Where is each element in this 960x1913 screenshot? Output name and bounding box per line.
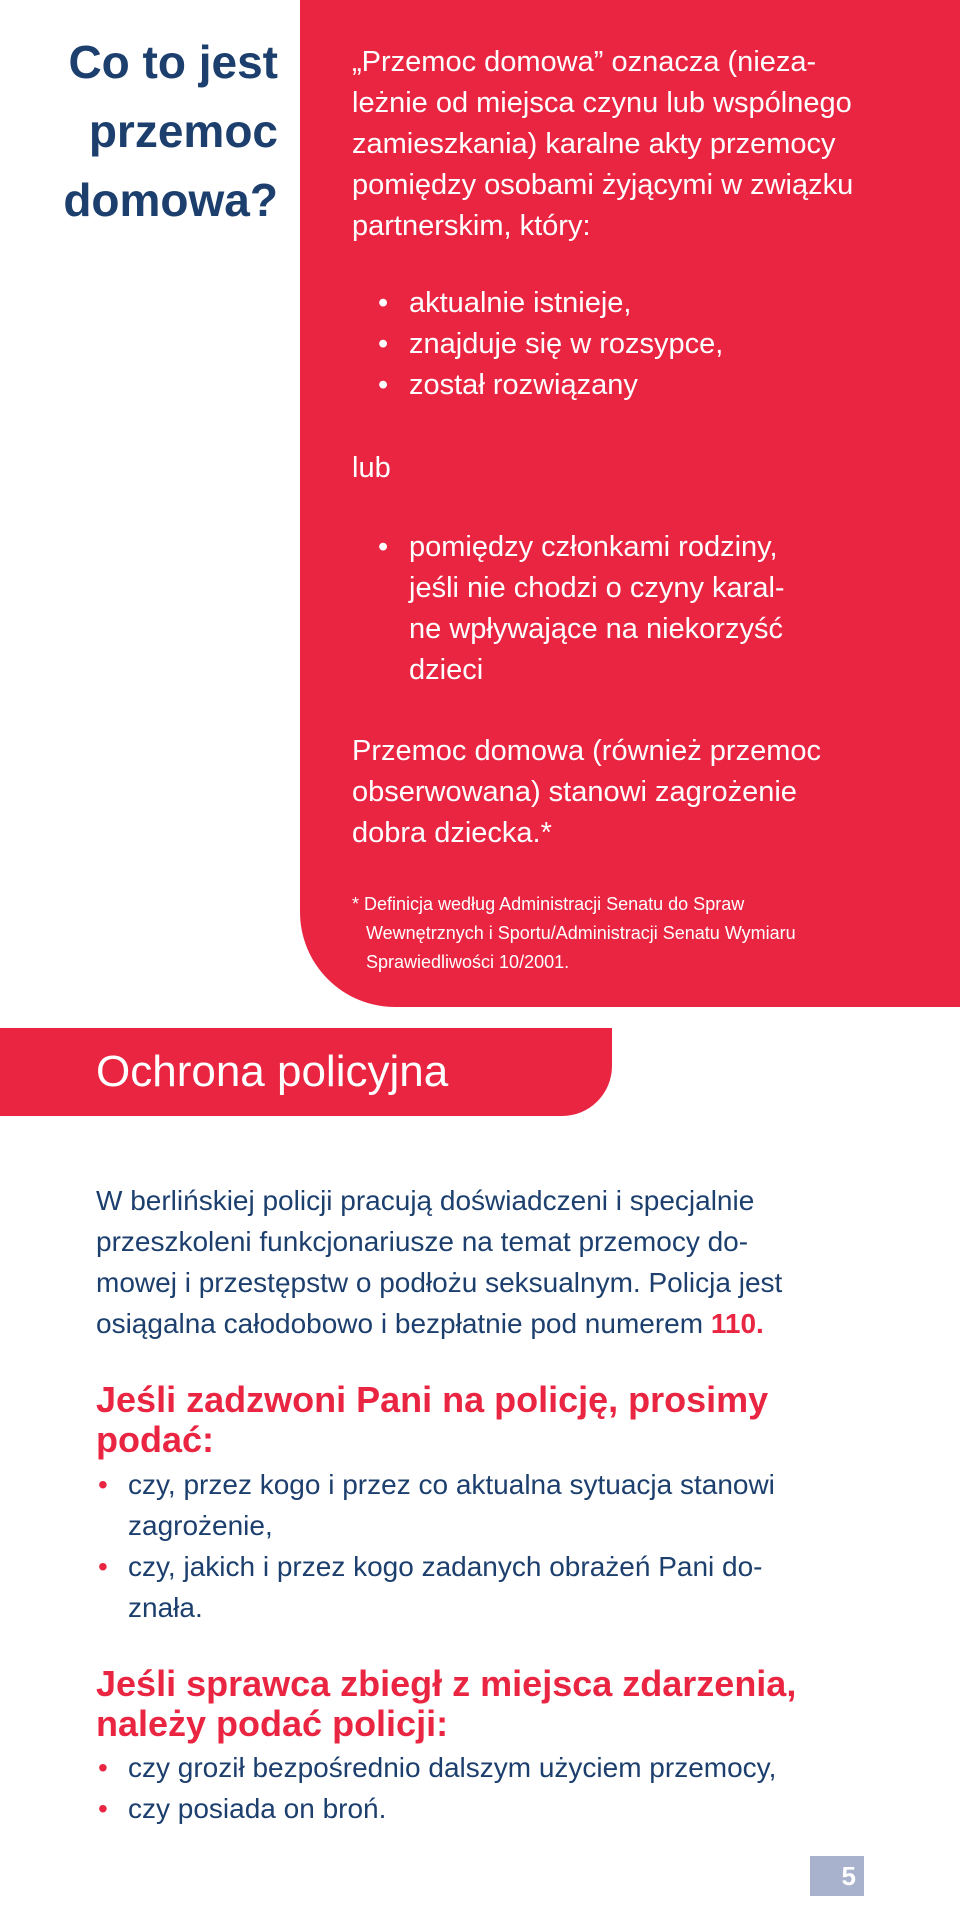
footnote	[352, 890, 872, 977]
section-title: Ochrona policyjna	[96, 1047, 449, 1096]
text-line: przeszkoleni funkcjonariusze na temat przemocy do-	[96, 1226, 749, 1257]
list-item	[96, 1546, 856, 1628]
text-line: • pomiędzy członkami rodziny,	[409, 531, 778, 563]
section-band	[0, 1028, 612, 1116]
heading-line: podać:	[96, 1419, 215, 1460]
text-line: dobra dziecka.*	[352, 817, 552, 849]
heading-line: należy podać policji:	[96, 1703, 449, 1744]
text-line: Przemoc domowa (również przemoc	[352, 735, 821, 767]
definition-conclusion	[352, 731, 940, 854]
list-item: • znajduje się w rozsypce,	[378, 324, 723, 365]
relationship-list	[378, 283, 723, 406]
side-title	[30, 28, 278, 235]
text-line: • czy, jakich i przez kogo zadanych obrażeń Pani do-	[128, 1551, 763, 1582]
phone-number: 110.	[710, 1308, 764, 1339]
text-line: • czy, przez kogo i przez co aktualna sytuacja stanowi	[128, 1469, 775, 1500]
text-line: W berlińskiej policji pracują doświadczeni i specjalnie	[96, 1185, 755, 1216]
text-line: pomiędzy osobami żyjącymi w związku	[352, 169, 854, 201]
subsection-list	[96, 1464, 856, 1628]
text-line	[96, 1303, 896, 1344]
list-item	[96, 1464, 856, 1546]
text-line: dzieci	[409, 654, 484, 686]
definition-intro	[352, 42, 940, 247]
text-fragment: osiągalna całodobowo i bezpłatnie pod numerem	[96, 1308, 711, 1339]
side-title-line: domowa?	[63, 174, 278, 226]
text-line: mowej i przestępstw o podłożu seksualnym. Policja jest	[96, 1267, 783, 1298]
list-item: • czy groził bezpośrednio dalszym użyciem przemocy,	[96, 1747, 856, 1788]
list-item: • czy posiada on broń.	[96, 1788, 856, 1829]
heading-line: Jeśli sprawca zbiegł z miejsca zdarzenia,	[96, 1663, 797, 1704]
text-line: jeśli nie chodzi o czyny karal-	[409, 572, 785, 604]
text-line: ne wpływające na niekorzyść	[409, 613, 783, 645]
footnote-line: Wewnętrznych i Sportu/Administracji Senatu Wymiaru	[366, 923, 796, 943]
text-line: „Przemoc domowa” oznacza (nieza-	[352, 46, 817, 78]
footnote-line: Sprawiedliwości 10/2001.	[366, 952, 570, 972]
body-paragraph	[96, 1180, 896, 1344]
connector-text: lub	[352, 452, 391, 484]
list-item: • aktualnie istnieje,	[378, 283, 723, 324]
text-line: leżnie od miejsca czynu lub wspólnego	[352, 87, 852, 119]
side-title-line: Co to jest	[68, 36, 278, 88]
definition-panel	[300, 0, 960, 1007]
text-line: zagrożenie,	[128, 1510, 273, 1541]
subsection-heading	[96, 1664, 896, 1744]
list-item	[378, 527, 785, 691]
family-list	[378, 527, 785, 691]
footnote-line: * Definicja według Administracji Senatu do Spraw	[352, 894, 745, 914]
list-item: • został rozwiązany	[378, 365, 723, 406]
text-line: partnerskim, który:	[352, 210, 591, 242]
subsection-list	[96, 1747, 856, 1829]
side-title-line: przemoc	[88, 105, 278, 157]
heading-line: Jeśli zadzwoni Pani na policję, prosimy	[96, 1379, 769, 1420]
page-number: 5	[810, 1856, 864, 1896]
subsection-heading	[96, 1380, 896, 1460]
text-line: znała.	[128, 1592, 203, 1623]
text-line: obserwowana) stanowi zagrożenie	[352, 776, 797, 808]
text-line: zamieszkania) karalne akty przemocy	[352, 128, 836, 160]
